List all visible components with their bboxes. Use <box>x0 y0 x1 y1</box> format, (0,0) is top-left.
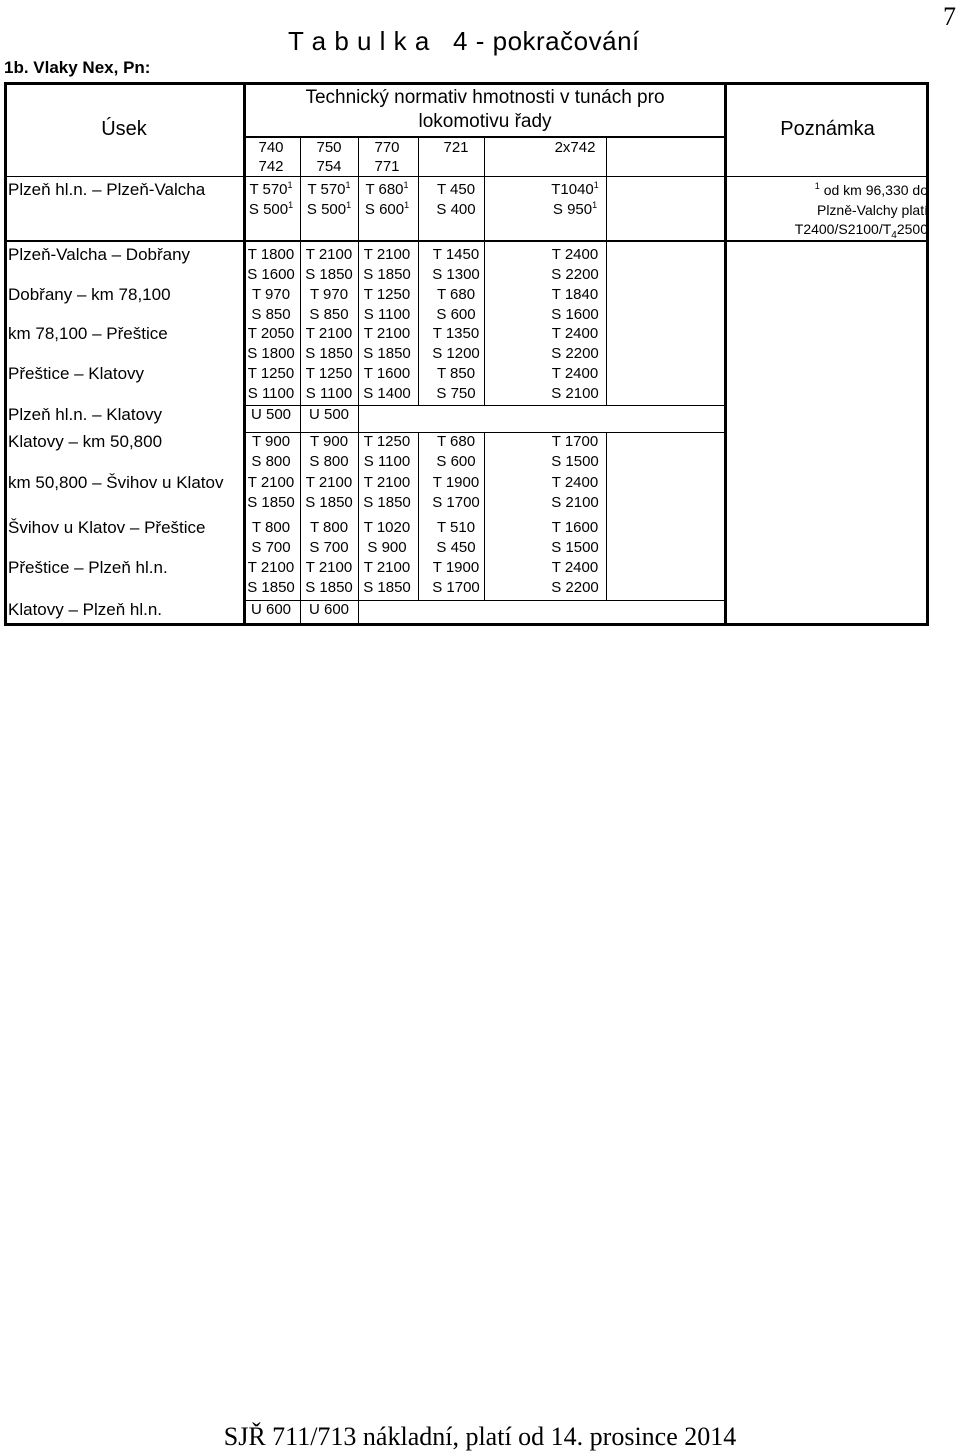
weight-value-s: S 600 <box>436 452 476 470</box>
weight-cell <box>297 405 361 425</box>
weight-value-t: T 970 <box>251 286 291 303</box>
weight-value-s: S 1100 <box>247 384 295 402</box>
route-label: Plzeň-Valcha – Dobřany <box>8 245 191 264</box>
weight-cell <box>424 180 488 219</box>
weight-value-s: S 1100 <box>363 305 411 323</box>
weight-value-s: S 1100 <box>363 452 411 470</box>
weight-value-s: S 1600 <box>247 265 295 283</box>
weight-cell <box>297 473 361 512</box>
weight-value-t: T1040 <box>551 181 594 198</box>
weight-cell <box>543 245 607 284</box>
weight-value-t: T 800 <box>251 519 291 536</box>
weight-value-s: S 2200 <box>551 578 599 596</box>
weight-value-t: T 900 <box>309 433 349 450</box>
weight-value-s: S 2200 <box>551 344 599 362</box>
weight-cell <box>543 180 607 219</box>
footnote <box>728 181 928 245</box>
weight-value-s: S 1850 <box>363 265 411 283</box>
weight-cell <box>355 180 419 219</box>
weight-value-t: T 2100 <box>363 559 411 576</box>
weight-cell <box>239 285 303 324</box>
grid-line-vertical <box>300 600 301 626</box>
weight-value-t: T 970 <box>309 286 349 303</box>
grid-line-horizontal <box>244 405 725 406</box>
weight-value-t: T 680 <box>365 181 404 198</box>
locomotive-series-bottom: 771 <box>374 158 400 175</box>
footnote-line3-sub: 4 <box>891 229 897 241</box>
weight-cell <box>424 324 488 363</box>
weight-cell <box>297 285 361 324</box>
weight-cell <box>297 245 361 284</box>
weight-value-s: S 750 <box>436 384 476 402</box>
weight-cell <box>239 245 303 284</box>
footer: SJŘ 711/713 nákladní, platí od 14. prosince 2014 <box>223 1422 737 1451</box>
weight-value-s: S 500 <box>248 200 289 218</box>
weight-cell <box>543 432 607 471</box>
weight-cell <box>543 324 607 363</box>
route-label: Dobřany – km 78,100 <box>8 285 171 304</box>
weight-value-s: S 1850 <box>247 493 295 511</box>
grid-line-vertical <box>724 82 727 626</box>
weight-value-s: S 1700 <box>432 493 480 511</box>
weight-value-s: S 1100 <box>305 384 353 402</box>
header-usek: Úsek <box>101 118 147 140</box>
route-label: km 78,100 – Přeštice <box>8 324 168 343</box>
weight-value-s: S 600 <box>436 305 476 323</box>
weight-value-t: T 1350 <box>432 325 480 342</box>
weight-cell <box>424 432 488 471</box>
weight-cell <box>297 364 361 403</box>
footnote-line3-end: 2500 <box>896 221 928 237</box>
weight-cell <box>239 600 303 620</box>
weight-value-s: S 2100 <box>551 493 599 511</box>
locomotive-series-top: 770 <box>374 139 400 156</box>
weight-value-t: T 2400 <box>551 246 599 263</box>
grid-line-vertical <box>358 432 359 600</box>
weight-cell <box>239 364 303 403</box>
weight-value-t: T 1800 <box>247 246 295 263</box>
weight-value-t: T 1250 <box>363 433 411 450</box>
locomotive-series-bottom: 742 <box>258 158 284 175</box>
weight-cell <box>424 473 488 512</box>
weight-cell <box>239 432 303 471</box>
footnote-marker: 1 <box>814 181 820 191</box>
footnote-ref: 1 <box>593 180 599 190</box>
route-label: Plzeň hl.n. – Plzeň-Valcha <box>8 180 206 199</box>
weight-cell <box>424 364 488 403</box>
footnote-ref: 1 <box>287 180 293 190</box>
weight-value-s: S 1850 <box>247 578 295 596</box>
header-technicky-normativ <box>244 86 726 134</box>
weight-cell <box>239 180 303 219</box>
weight-value-t: T 2100 <box>305 559 353 576</box>
grid-line-horizontal <box>4 176 929 177</box>
weight-value-t: T 1250 <box>247 365 295 382</box>
weight-value-s: S 1850 <box>305 265 353 283</box>
weight-value-t: T 2100 <box>305 325 353 342</box>
route-label: Plzeň hl.n. – Klatovy <box>8 405 163 424</box>
weight-cell <box>543 473 607 512</box>
weight-cell <box>355 473 419 512</box>
weight-value-s: S 700 <box>309 538 349 556</box>
footnote-ref: 1 <box>403 180 409 190</box>
weight-cell <box>297 518 361 557</box>
grid-line-vertical <box>300 432 301 600</box>
weight-cell <box>239 518 303 557</box>
route-label: Švihov u Klatov – Přeštice <box>8 518 206 537</box>
weight-cell <box>297 558 361 597</box>
weight-value-s: S 850 <box>251 305 291 323</box>
weight-value-s: S 1500 <box>551 538 599 556</box>
weight-value-t: T 1450 <box>432 246 480 263</box>
route-label: Klatovy – km 50,800 <box>8 432 163 451</box>
weight-value-t: T 2050 <box>247 325 295 342</box>
weight-value-t: U 500 <box>308 406 350 423</box>
grid-line-horizontal <box>244 600 725 601</box>
weight-value-t: T 800 <box>309 519 349 536</box>
weight-value-s: S 400 <box>436 200 476 218</box>
weight-cell <box>424 518 488 557</box>
weight-value-s: S 1500 <box>551 452 599 470</box>
locomotive-series-top: 721 <box>443 139 469 156</box>
header-poznamka: Poznámka <box>780 118 875 140</box>
grid-line-vertical <box>358 405 359 432</box>
weight-value-s: S 900 <box>367 538 407 556</box>
footnote-line3: T2400/S2100/T <box>794 221 892 237</box>
weight-cell <box>543 518 607 557</box>
weight-value-s: S 850 <box>309 305 349 323</box>
locomotive-series <box>535 138 615 157</box>
section-title: 1b. Vlaky Nex, Pn: <box>4 58 151 77</box>
footnote-ref: 1 <box>346 199 352 210</box>
grid-line-vertical <box>606 432 607 600</box>
weight-value-s: S 1850 <box>305 578 353 596</box>
weight-cell <box>424 285 488 324</box>
grid-line-horizontal <box>244 432 725 433</box>
weight-value-s: S 800 <box>251 452 291 470</box>
weight-value-t: T 2400 <box>551 325 599 342</box>
weight-value-t: U 600 <box>250 601 292 618</box>
grid-line-vertical <box>243 82 246 626</box>
weight-value-t: T 900 <box>251 433 291 450</box>
weight-value-t: T 1840 <box>551 286 599 303</box>
grid-line-vertical <box>484 432 485 600</box>
weight-value-t: T 2100 <box>305 474 353 491</box>
weight-cell <box>239 473 303 512</box>
weight-value-s: S 600 <box>364 200 405 218</box>
weight-value-t: T 570 <box>249 181 288 198</box>
weight-value-t: T 2100 <box>247 474 295 491</box>
weight-cell <box>543 285 607 324</box>
weight-cell <box>424 245 488 284</box>
weight-value-s: S 1850 <box>305 493 353 511</box>
weight-value-t: T 680 <box>436 433 476 450</box>
footnote-ref: 1 <box>345 180 351 190</box>
weight-value-s: S 1400 <box>363 384 411 402</box>
weight-cell <box>355 432 419 471</box>
weight-value-s: S 1200 <box>432 344 480 362</box>
weight-value-t: T 1900 <box>432 474 480 491</box>
weight-value-t: T 2400 <box>551 365 599 382</box>
footnote-ref: 1 <box>404 199 410 210</box>
weight-cell <box>355 245 419 284</box>
footnote-line2: Plzně-Valchy platí <box>816 201 928 218</box>
route-label: Přeštice – Plzeň hl.n. <box>8 558 168 577</box>
weight-value-s: S 2100 <box>551 384 599 402</box>
weight-cell <box>543 558 607 597</box>
weight-value-t: T 1250 <box>305 365 353 382</box>
weight-value-t: T 680 <box>436 286 476 303</box>
weight-cell <box>355 285 419 324</box>
locomotive-series-top: 2x742 <box>554 139 596 156</box>
weight-cell <box>297 600 361 620</box>
weight-cell <box>239 405 303 425</box>
footnote-ref: 1 <box>288 199 294 210</box>
locomotive-series-top: 750 <box>316 139 342 156</box>
weight-value-t: T 2100 <box>363 246 411 263</box>
weight-value-t: T 2400 <box>551 474 599 491</box>
table-title: T a b u l k a 4 - pokračování <box>288 26 640 56</box>
weight-value-s: S 2200 <box>551 265 599 283</box>
grid-line-vertical <box>358 600 359 626</box>
weight-value-s: S 1800 <box>247 344 295 362</box>
route-label: km 50,800 – Švihov u Klatov <box>8 473 224 492</box>
weight-value-t: T 2100 <box>363 474 411 491</box>
grid-line-vertical <box>418 432 419 600</box>
weight-value-s: S 700 <box>251 538 291 556</box>
footnote-ref: 1 <box>592 199 598 210</box>
header-tech-line2: lokomotivu řady <box>418 111 552 132</box>
weight-value-t: T 1600 <box>551 519 599 536</box>
weight-cell <box>297 432 361 471</box>
weight-cell <box>355 364 419 403</box>
weight-value-s: S 450 <box>436 538 476 556</box>
weight-value-t: T 2100 <box>247 559 295 576</box>
grid-line-vertical <box>300 405 301 432</box>
locomotive-series-bottom: 754 <box>316 158 342 175</box>
weight-cell <box>297 180 361 219</box>
page-number: 7 <box>943 2 956 31</box>
weight-value-s: S 1600 <box>551 305 599 323</box>
weight-value-s: S 1300 <box>432 265 480 283</box>
weight-value-s: S 500 <box>306 200 347 218</box>
weight-value-s: S 1850 <box>363 578 411 596</box>
weight-value-t: T 850 <box>436 365 476 382</box>
weight-value-t: U 600 <box>308 601 350 618</box>
weight-value-t: T 1700 <box>551 433 599 450</box>
locomotive-series-top: 740 <box>258 139 284 156</box>
weight-value-s: S 1850 <box>363 344 411 362</box>
weight-cell <box>239 324 303 363</box>
weight-value-t: T 2100 <box>305 246 353 263</box>
weight-value-s: S 1850 <box>305 344 353 362</box>
weight-cell <box>543 364 607 403</box>
weight-value-t: T 450 <box>436 181 476 198</box>
weight-value-s: S 800 <box>309 452 349 470</box>
weight-value-t: T 2100 <box>363 325 411 342</box>
route-label: Přeštice – Klatovy <box>8 364 145 383</box>
weight-value-t: U 500 <box>250 406 292 423</box>
weight-value-t: T 510 <box>436 519 476 536</box>
weight-cell <box>355 558 419 597</box>
weight-value-t: T 1250 <box>363 286 411 303</box>
weight-value-s: S 1700 <box>432 578 480 596</box>
weight-cell <box>297 324 361 363</box>
weight-value-t: T 570 <box>307 181 346 198</box>
weight-value-t: T 2400 <box>551 559 599 576</box>
weight-value-t: T 1600 <box>363 365 411 382</box>
weight-value-s: S 950 <box>552 200 593 218</box>
weight-cell <box>355 518 419 557</box>
footnote-line1: od km 96,330 do <box>819 182 928 198</box>
weight-value-t: T 1900 <box>432 559 480 576</box>
weight-value-t: T 1020 <box>363 519 411 536</box>
weight-cell <box>239 558 303 597</box>
route-label: Klatovy – Plzeň hl.n. <box>8 600 163 619</box>
locomotive-series <box>347 138 427 176</box>
header-tech-line1: Technický normativ hmotnosti v tunách pro <box>305 87 665 108</box>
weight-cell <box>424 558 488 597</box>
weight-value-s: S 1850 <box>363 493 411 511</box>
weight-cell <box>355 324 419 363</box>
